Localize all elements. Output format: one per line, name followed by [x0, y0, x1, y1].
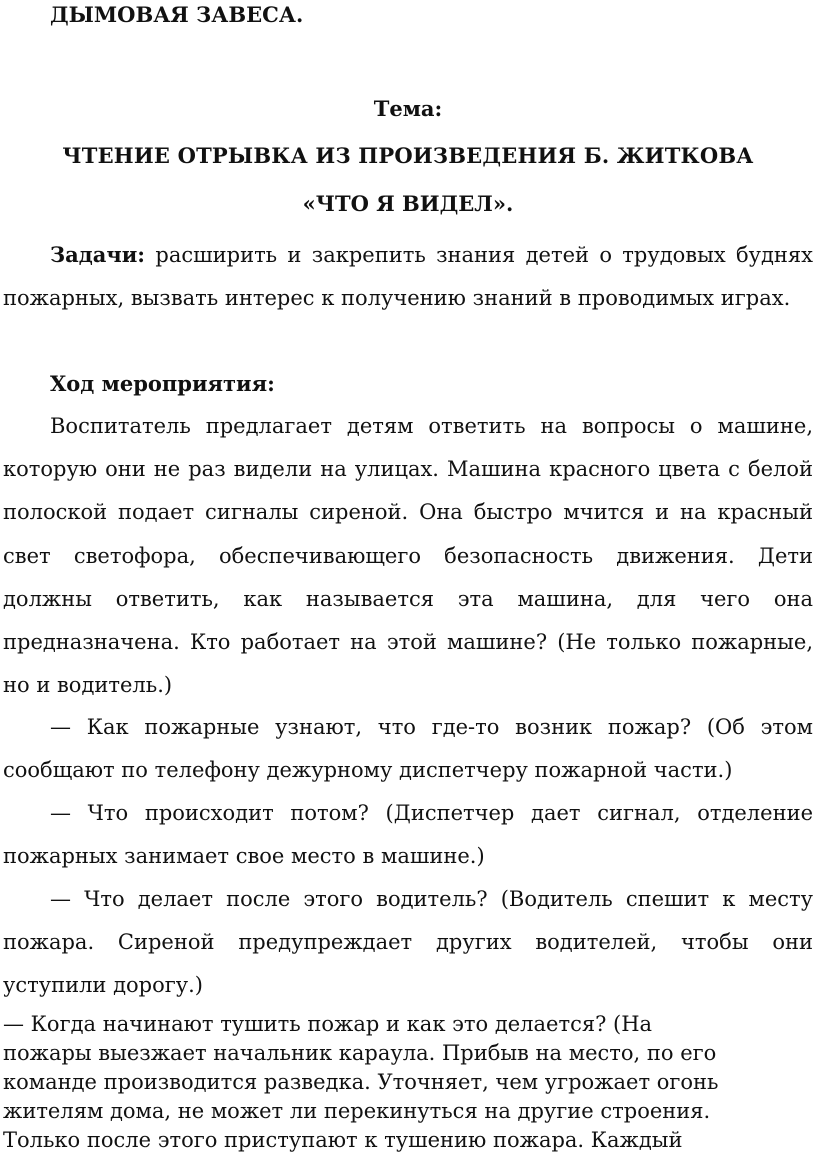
tail-line-3: команде производится разведка. Уточняет, чем угрожает огонь	[3, 1070, 719, 1094]
title-line-1: ЧТЕНИЕ ОТРЫВКА ИЗ ПРОИЗВЕДЕНИЯ Б. ЖИТКОВА	[62, 143, 754, 168]
document-heading: ДЫМОВАЯ ЗАВЕСА.	[50, 2, 304, 27]
question-paragraph-4	[3, 1010, 813, 1155]
question-paragraph-3: — Что делает после этого водитель? (Водитель спешит к месту пожара. Сиреной предупреждает других водителей, чтобы они уступили дорогу.)	[3, 887, 813, 998]
tasks-label: Задачи:	[50, 242, 146, 267]
tasks-text: расширить и закрепить знания детей о трудовых буднях пожарных, вызвать интерес к получению знаний в проводимых играх.	[3, 243, 813, 311]
tail-line-2: пожары выезжает начальник караула. Прибыв на место, по его	[3, 1041, 717, 1065]
course-heading: Ход мероприятия:	[50, 371, 275, 396]
theme-label: Тема:	[373, 96, 443, 121]
question-paragraph-2: — Что происходит потом? (Диспетчер дает сигнал, отделение пожарных занимает свое место в машине.)	[3, 801, 813, 869]
title-line-2: «ЧТО Я ВИДЕЛ».	[302, 191, 514, 216]
question-paragraph-1: — Как пожарные узнают, что где-то возник пожар? (Об этом сообщают по телефону дежурному диспетчеру пожарной части.)	[3, 715, 813, 783]
tail-line-5: Только после этого приступают к тушению пожара. Каждый	[3, 1128, 683, 1152]
tail-line-1: — Когда начинают тушить пожар и как это делается? (На	[3, 1012, 653, 1036]
tail-line-4: жителям дома, не может ли перекинуться на другие строения.	[3, 1099, 711, 1123]
intro-paragraph: Воспитатель предлагает детям ответить на вопросы о машине, которую они не раз видели на улицах. Машина красного цвета с белой полоской подает сигналы сиреной. Она быстро мчится и на красный свет светофора, обеспечивающего безопасность движения. Дети должны ответить, как называется эта машина, для чего она предназначена. Кто работает на этой машине? (Не только пожарные, но и водитель.)	[3, 414, 813, 698]
tasks-paragraph	[3, 233, 813, 320]
